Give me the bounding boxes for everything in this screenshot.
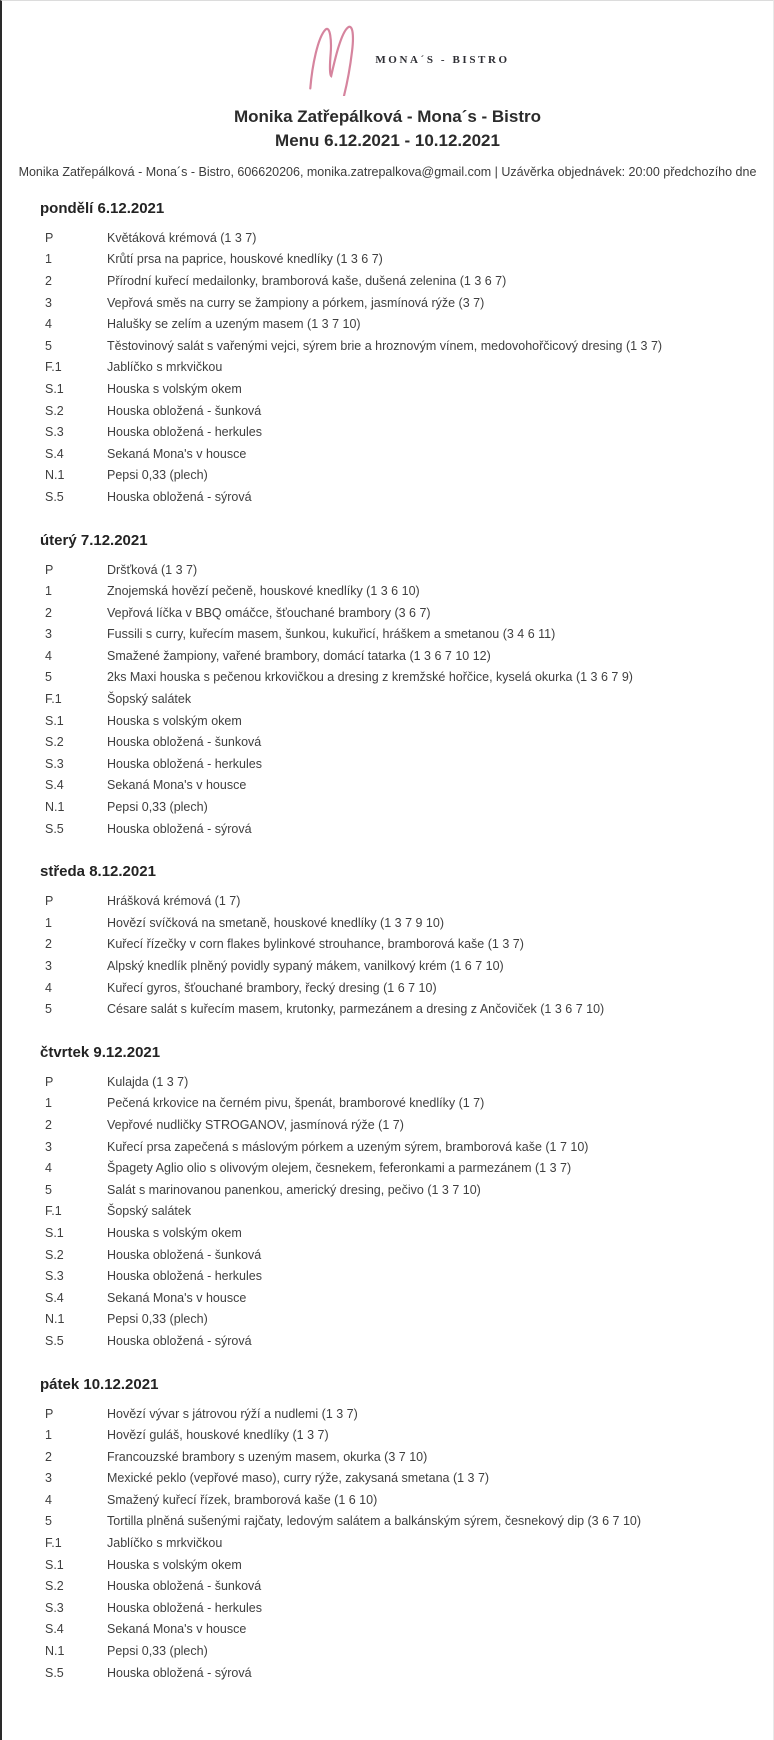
menu-days [2,200,773,1683]
item-description: Přírodní kuřecí medailonky, bramborová kaše, dušená zelenina (1 3 6 7) [107,273,507,288]
item-code: S.4 [45,1622,64,1637]
item-code: S.5 [45,821,64,836]
day-items [2,559,773,840]
item-description: Jablíčko s mrkvičkou [107,1536,223,1551]
item-code: 1 [45,252,52,267]
menu-item-row [2,1222,773,1244]
menu-item-row [2,1662,773,1684]
menu-item-row [2,1619,773,1641]
item-description: Kuřecí řízečky v corn flakes bylinkové strouhance, bramborová kaše (1 3 7) [107,937,524,952]
menu-item-row [2,249,773,271]
menu-item-row [2,1640,773,1662]
day-section [2,863,773,1020]
menu-item-row [2,1309,773,1331]
item-code: 4 [45,317,52,332]
item-code: N.1 [45,468,65,483]
item-code: P [45,1074,54,1089]
item-code: S.4 [45,778,64,793]
item-description: Houska obložená - herkules [107,1269,262,1284]
menu-item-row [2,1489,773,1511]
menu-item-row [2,292,773,314]
menu-item-row [2,227,773,249]
menu-item-row [2,731,773,753]
item-code: P [45,1406,54,1421]
item-code: S.2 [45,1247,64,1262]
title-block [2,105,773,153]
item-code: 2 [45,1449,52,1464]
menu-item-row [2,580,773,602]
item-description: Pepsi 0,33 (plech) [107,1644,208,1659]
menu-item-row [2,465,773,487]
day-items [2,227,773,508]
day-section [2,532,773,840]
menu-item-row [2,313,773,335]
menu-item-row [2,1554,773,1576]
day-header: pátek 10.12.2021 [40,1375,159,1393]
menu-item-row [2,977,773,999]
item-description: Houska obložená - sýrová [107,489,252,504]
menu-item-row [2,357,773,379]
item-description: Fussili s curry, kuřecím masem, šunkou, kukuřicí, hráškem a smetanou (3 4 6 11) [107,627,556,642]
day-section [2,1044,773,1352]
menu-item-row [2,1532,773,1554]
item-description: Hrášková krémová (1 7) [107,894,241,909]
item-code: S.3 [45,756,64,771]
item-description: Mexické peklo (vepřové maso), curry rýže, zakysaná smetana (1 3 7) [107,1471,490,1486]
item-description: Pepsi 0,33 (plech) [107,468,208,483]
item-code: F.1 [45,1536,62,1551]
item-code: S.2 [45,403,64,418]
menu-item-row [2,1114,773,1136]
menu-item-row [2,443,773,465]
menu-item-row [2,890,773,912]
menu-item-row [2,1179,773,1201]
item-code: S.2 [45,735,64,750]
day-items [2,1071,773,1352]
item-description: 2ks Maxi houska s pečenou krkovičkou a dresing z kremžské hořčice, kyselá okurka (1 3 6 7 9) [107,670,633,685]
item-code: 3 [45,959,52,974]
item-description: Houska obložená - šunková [107,403,262,418]
menu-item-row [2,335,773,357]
item-description: Houska s volským okem [107,1557,242,1572]
item-description: Houska obložená - šunková [107,1247,262,1262]
menu-item-row [2,1403,773,1425]
menu-item-row [2,1136,773,1158]
item-code: 5 [45,1182,52,1197]
menu-item-row [2,998,773,1020]
item-description: Pepsi 0,33 (plech) [107,1312,208,1327]
item-description: Pepsi 0,33 (plech) [107,800,208,815]
item-description: Šopský salátek [107,1204,192,1219]
item-description: Špagety Aglio olio s olivovým olejem, česnekem, feferonkami a parmezánem (1 3 7) [107,1161,572,1176]
item-description: Tortilla plněná sušenými rajčaty, ledovým salátem a balkánským sýrem, česnekový dip (3 6 7 10) [107,1514,642,1529]
item-code: S.5 [45,1665,64,1680]
item-description: Houska obložená - sýrová [107,1333,252,1348]
item-code: 2 [45,937,52,952]
item-description: Hovězí svíčková na smetaně, houskové knedlíky (1 3 7 9 10) [107,915,444,930]
menu-item-row [2,486,773,508]
menu-item-row [2,378,773,400]
item-description: Houska obložená - herkules [107,756,262,771]
item-code: S.3 [45,425,64,440]
item-code: S.5 [45,489,64,504]
item-description: Kuřecí prsa zapečená s máslovým pórkem a uzeným sýrem, bramborová kaše (1 7 10) [107,1139,589,1154]
item-code: S.1 [45,381,64,396]
item-code: 2 [45,273,52,288]
menu-date-range: Menu 6.12.2021 - 10.12.2021 [275,131,500,150]
menu-item-row [2,270,773,292]
item-code: 5 [45,338,52,353]
menu-item-row [2,796,773,818]
item-code: 1 [45,1096,52,1111]
item-code: S.1 [45,1225,64,1240]
item-description: Květáková krémová (1 3 7) [107,230,257,245]
day-items [2,890,773,1020]
item-description: Hovězí vývar s játrovou rýží a nudlemi (1 3 7) [107,1406,358,1421]
page-title: Monika Zatřepálková - Mona´s - Bistro [234,107,541,126]
item-code: 4 [45,648,52,663]
item-description: Šopský salátek [107,692,192,707]
item-description: Pečená krkovice na černém pivu, špenát, bramborové knedlíky (1 7) [107,1096,485,1111]
logo [22,14,774,91]
item-code: 1 [45,915,52,930]
item-code: 2 [45,605,52,620]
item-code: 3 [45,1471,52,1486]
item-code: 4 [45,1161,52,1176]
menu-item-row [2,753,773,775]
brand-text: MONA´S - BISTRO [375,54,510,66]
item-code: S.1 [45,713,64,728]
menu-item-row [2,955,773,977]
item-description: Houska obložená - šunková [107,735,262,750]
item-description: Houska obložená - sýrová [107,1665,252,1680]
day-items [2,1403,773,1684]
menu-item-row [2,667,773,689]
menu-item-row [2,688,773,710]
day-section [2,1376,773,1684]
item-description: Sekaná Mona's v housce [107,1290,247,1305]
item-code: F.1 [45,1204,62,1219]
item-code: F.1 [45,692,62,707]
item-code: 1 [45,584,52,599]
contact-line: Monika Zatřepálková - Mona´s - Bistro, 606620206, monika.zatrepalkova@gmail.com | Uzávěrka objednávek: 20:00 předchozího dne [18,165,757,179]
menu-item-row [2,1468,773,1490]
item-code: S.3 [45,1269,64,1284]
day-header: středa 8.12.2021 [40,863,156,881]
day-header: pondělí 6.12.2021 [40,200,165,217]
menu-item-row [2,1244,773,1266]
menu-item-row [2,400,773,422]
item-code: 4 [45,1492,52,1507]
item-code: S.5 [45,1333,64,1348]
item-description: Vepřová líčka v BBQ omáčce, šťouchané brambory (3 6 7) [107,605,431,620]
menu-item-row [2,624,773,646]
item-description: Krůtí prsa na paprice, houskové knedlíky (1 3 6 7) [107,252,383,267]
menu-item-row [2,645,773,667]
item-description: Houska s volským okem [107,381,242,396]
item-description: Houska obložená - herkules [107,1600,262,1615]
day-section [2,200,773,508]
menu-item-row [2,818,773,840]
item-description: Francouzské brambory s uzeným masem, okurka (3 7 10) [107,1449,428,1464]
item-description: Alpský knedlík plněný povidly sypaný mákem, vanilkový krém (1 6 7 10) [107,959,504,974]
menu-item-row [2,1597,773,1619]
item-code: 2 [45,1117,52,1132]
item-description: Salát s marinovanou panenkou, americký dresing, pečivo (1 3 7 10) [107,1182,481,1197]
item-description: Smažený kuřecí řízek, bramborová kaše (1 6 10) [107,1492,378,1507]
item-code: F.1 [45,360,62,375]
menu-item-row [2,602,773,624]
menu-item-row [2,912,773,934]
item-code: P [45,562,54,577]
item-description: Sekaná Mona's v housce [107,1622,247,1637]
item-description: Kulajda (1 3 7) [107,1074,189,1089]
menu-page [2,14,773,1683]
item-description: Sekaná Mona's v housce [107,446,247,461]
item-description: Hovězí guláš, houskové knedlíky (1 3 7) [107,1428,329,1443]
item-code: 5 [45,1514,52,1529]
menu-item-row [2,934,773,956]
item-description: Znojemská hovězí pečeně, houskové knedlíky (1 3 6 10) [107,584,420,599]
item-description: Sekaná Mona's v housce [107,778,247,793]
item-description: Smažené žampiony, vařené brambory, domácí tatarka (1 3 6 7 10 12) [107,648,491,663]
item-description: Houska obložená - šunková [107,1579,262,1594]
item-description: Césare salát s kuřecím masem, krutonky, parmezánem a dresing z Ančoviček (1 3 6 7 10) [107,1002,605,1017]
menu-item-row [2,1071,773,1093]
item-code: N.1 [45,800,65,815]
item-code: P [45,230,54,245]
item-description: Kuřecí gyros, šťouchané brambory, řecký dresing (1 6 7 10) [107,980,437,995]
item-description: Vepřová směs na curry se žampiony a pórkem, jasmínová rýže (3 7) [107,295,485,310]
menu-item-row [2,1093,773,1115]
item-code: S.3 [45,1600,64,1615]
menu-item-row [2,1511,773,1533]
menu-item-row [2,710,773,732]
item-code: 5 [45,670,52,685]
item-code: N.1 [45,1644,65,1659]
menu-item-row [2,421,773,443]
item-description: Houska s volským okem [107,713,242,728]
menu-item-row [2,1424,773,1446]
item-code: S.2 [45,1579,64,1594]
day-header: úterý 7.12.2021 [40,531,148,549]
item-description: Jablíčko s mrkvičkou [107,360,223,375]
item-code: 5 [45,1002,52,1017]
item-code: S.4 [45,1290,64,1305]
logo-m-icon [305,22,363,96]
menu-item-row [2,1287,773,1309]
item-description: Houska s volským okem [107,1225,242,1240]
item-code: 3 [45,627,52,642]
menu-item-row [2,559,773,581]
item-code: 4 [45,980,52,995]
day-header: čtvrtek 9.12.2021 [40,1044,161,1061]
item-description: Halušky se zelím a uzeným masem (1 3 7 10) [107,317,361,332]
item-code: 3 [45,295,52,310]
menu-item-row [2,1575,773,1597]
item-description: Vepřové nudličky STROGANOV, jasmínová rýže (1 7) [107,1117,404,1132]
item-description: Houska obložená - herkules [107,425,262,440]
item-code: S.4 [45,446,64,461]
item-description: Dršťková (1 3 7) [107,562,198,577]
item-code: 3 [45,1139,52,1154]
item-description: Těstovinový salát s vařenými vejci, sýrem brie a hroznovým vínem, medovohořčicový dresing (1 3 7) [107,338,663,353]
item-code: N.1 [45,1312,65,1327]
menu-item-row [2,1201,773,1223]
menu-item-row [2,1157,773,1179]
item-code: 1 [45,1428,52,1443]
item-description: Houska obložená - sýrová [107,821,252,836]
item-code: S.1 [45,1557,64,1572]
menu-item-row [2,775,773,797]
menu-item-row [2,1330,773,1352]
menu-item-row [2,1265,773,1287]
item-code: P [45,894,54,909]
menu-item-row [2,1446,773,1468]
